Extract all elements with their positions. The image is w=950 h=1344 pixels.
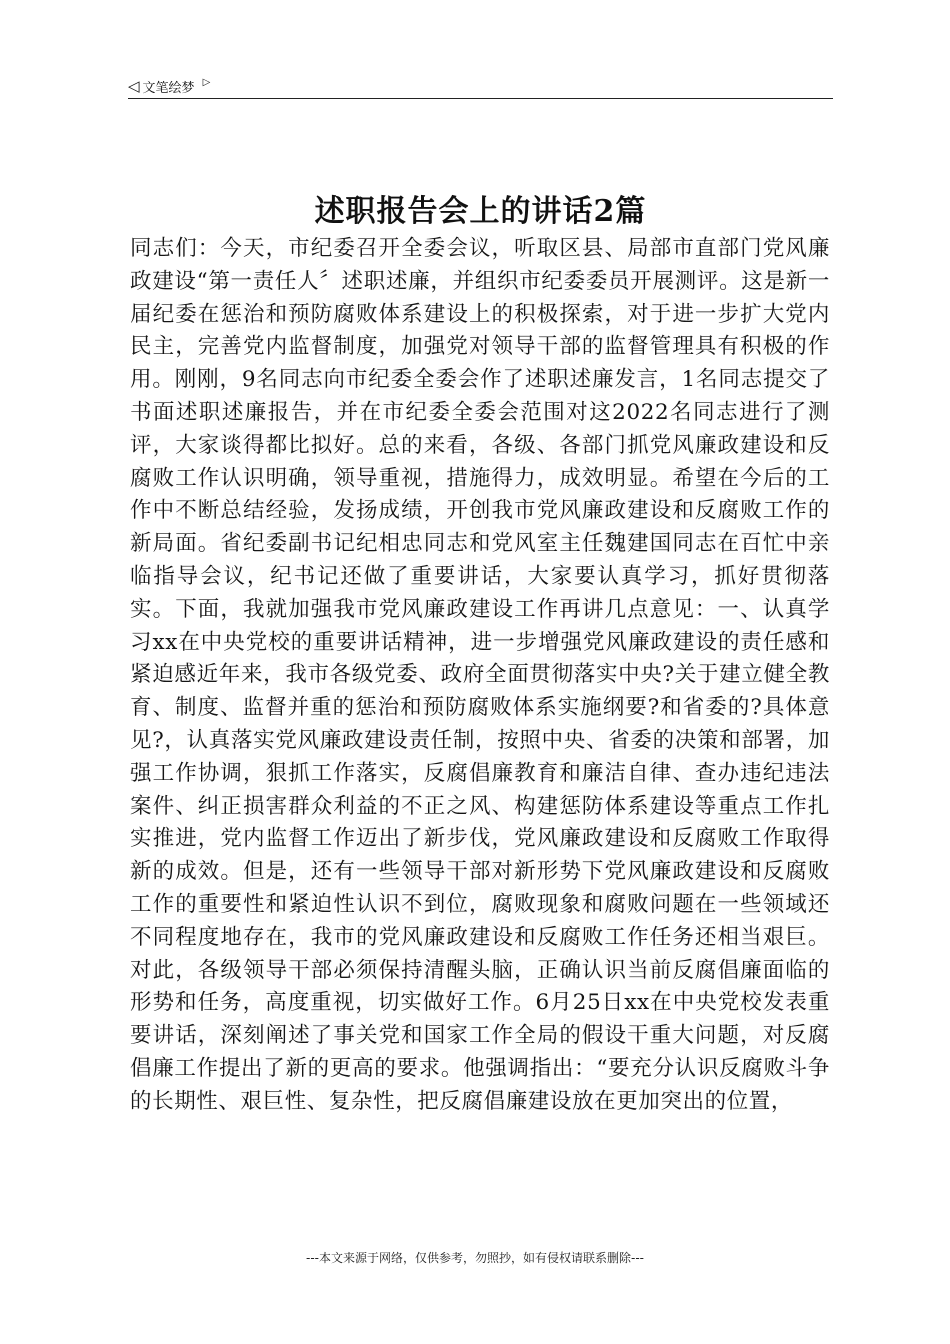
document-title: 述职报告会上的讲话2篇	[314, 194, 647, 229]
triangle-right-icon: ▷	[202, 77, 211, 88]
footer-disclaimer: ---本文来源于网络，仅供参考，勿照抄，如有侵权请联系删除---	[306, 1251, 644, 1265]
triangle-left-icon: ◁	[128, 76, 140, 95]
page-header	[128, 74, 833, 99]
document-body: 同志们：今天，市纪委召开全委会议，听取区县、局部市直部门党风廉政建设“第一责任人〞述职述廉，并组织市纪委委员开展测评。这是新一届纪委在惩治和预防腐败体系建设上的积极探索，对于进一步扩大党内民主，完善党内监督制度，加强党对领导干部的监督管理具有积极的作用。刚刚，9名同志向市纪委全委会作了述职述廉发言，1名同志提交了书面述职述廉报告，并在市纪委全委会范围对这2022名同志进行了测评，大家谈得都比拟好。总的来看，各级、各部门抓党风廉政建设和反腐败工作认识明确，领导重视，措施得力，成效明显。希望在今后的工作中不断总结经验，发扬成绩，开创我市党风廉政建设和反腐败工作的新局面。省纪委副书记纪相忠同志和党风室主任魏建国同志在百忙中亲临指导会议，纪书记还做了重要讲话，大家要认真学习，抓好贯彻落实。下面，我就加强我市党风廉政建设工作再讲几点意见：一、认真学习xx在中央党校的重要讲话精神，进一步增强党风廉政建设的责任感和紧迫感近年来，我市各级党委、政府全面贯彻落实中央?关于建立健全教育、制度、监督并重的惩治和预防腐败体系实施纲要?和省委的?具体意见?，认真落实党风廉政建设责任制，按照中央、省委的决策和部署，加强工作协调，狠抓工作落实，反腐倡廉教育和廉洁自律、查办违纪违法案件、纠正损害群众利益的不正之风、构建惩防体系建设等重点工作扎实推进，党内监督工作迈出了新步伐，党风廉政建设和反腐败工作取得新的成效。但是，还有一些领导干部对新形势下党风廉政建设和反腐败工作的重要性和紧迫性认识不到位，腐败现象和腐败问题在一些领域还不同程度地存在，我市的党风廉政建设和反腐败工作任务还相当艰巨。对此，各级领导干部必须保持清醒头脑，正确认识当前反腐倡廉面临的形势和任务，高度重视，切实做好工作。6月25日xx在中央党校发表重要讲话，深刻阐述了事关党和国家工作全局的假设干重大问题，对反腐倡廉工作提出了新的更高的要求。他强调指出：“要充分认识反腐败斗争的长期性、艰巨性、复杂性，把反腐倡廉建设放在更加突出的位置，	[130, 236, 830, 1114]
header-brand: 文笔绘梦	[142, 80, 195, 96]
